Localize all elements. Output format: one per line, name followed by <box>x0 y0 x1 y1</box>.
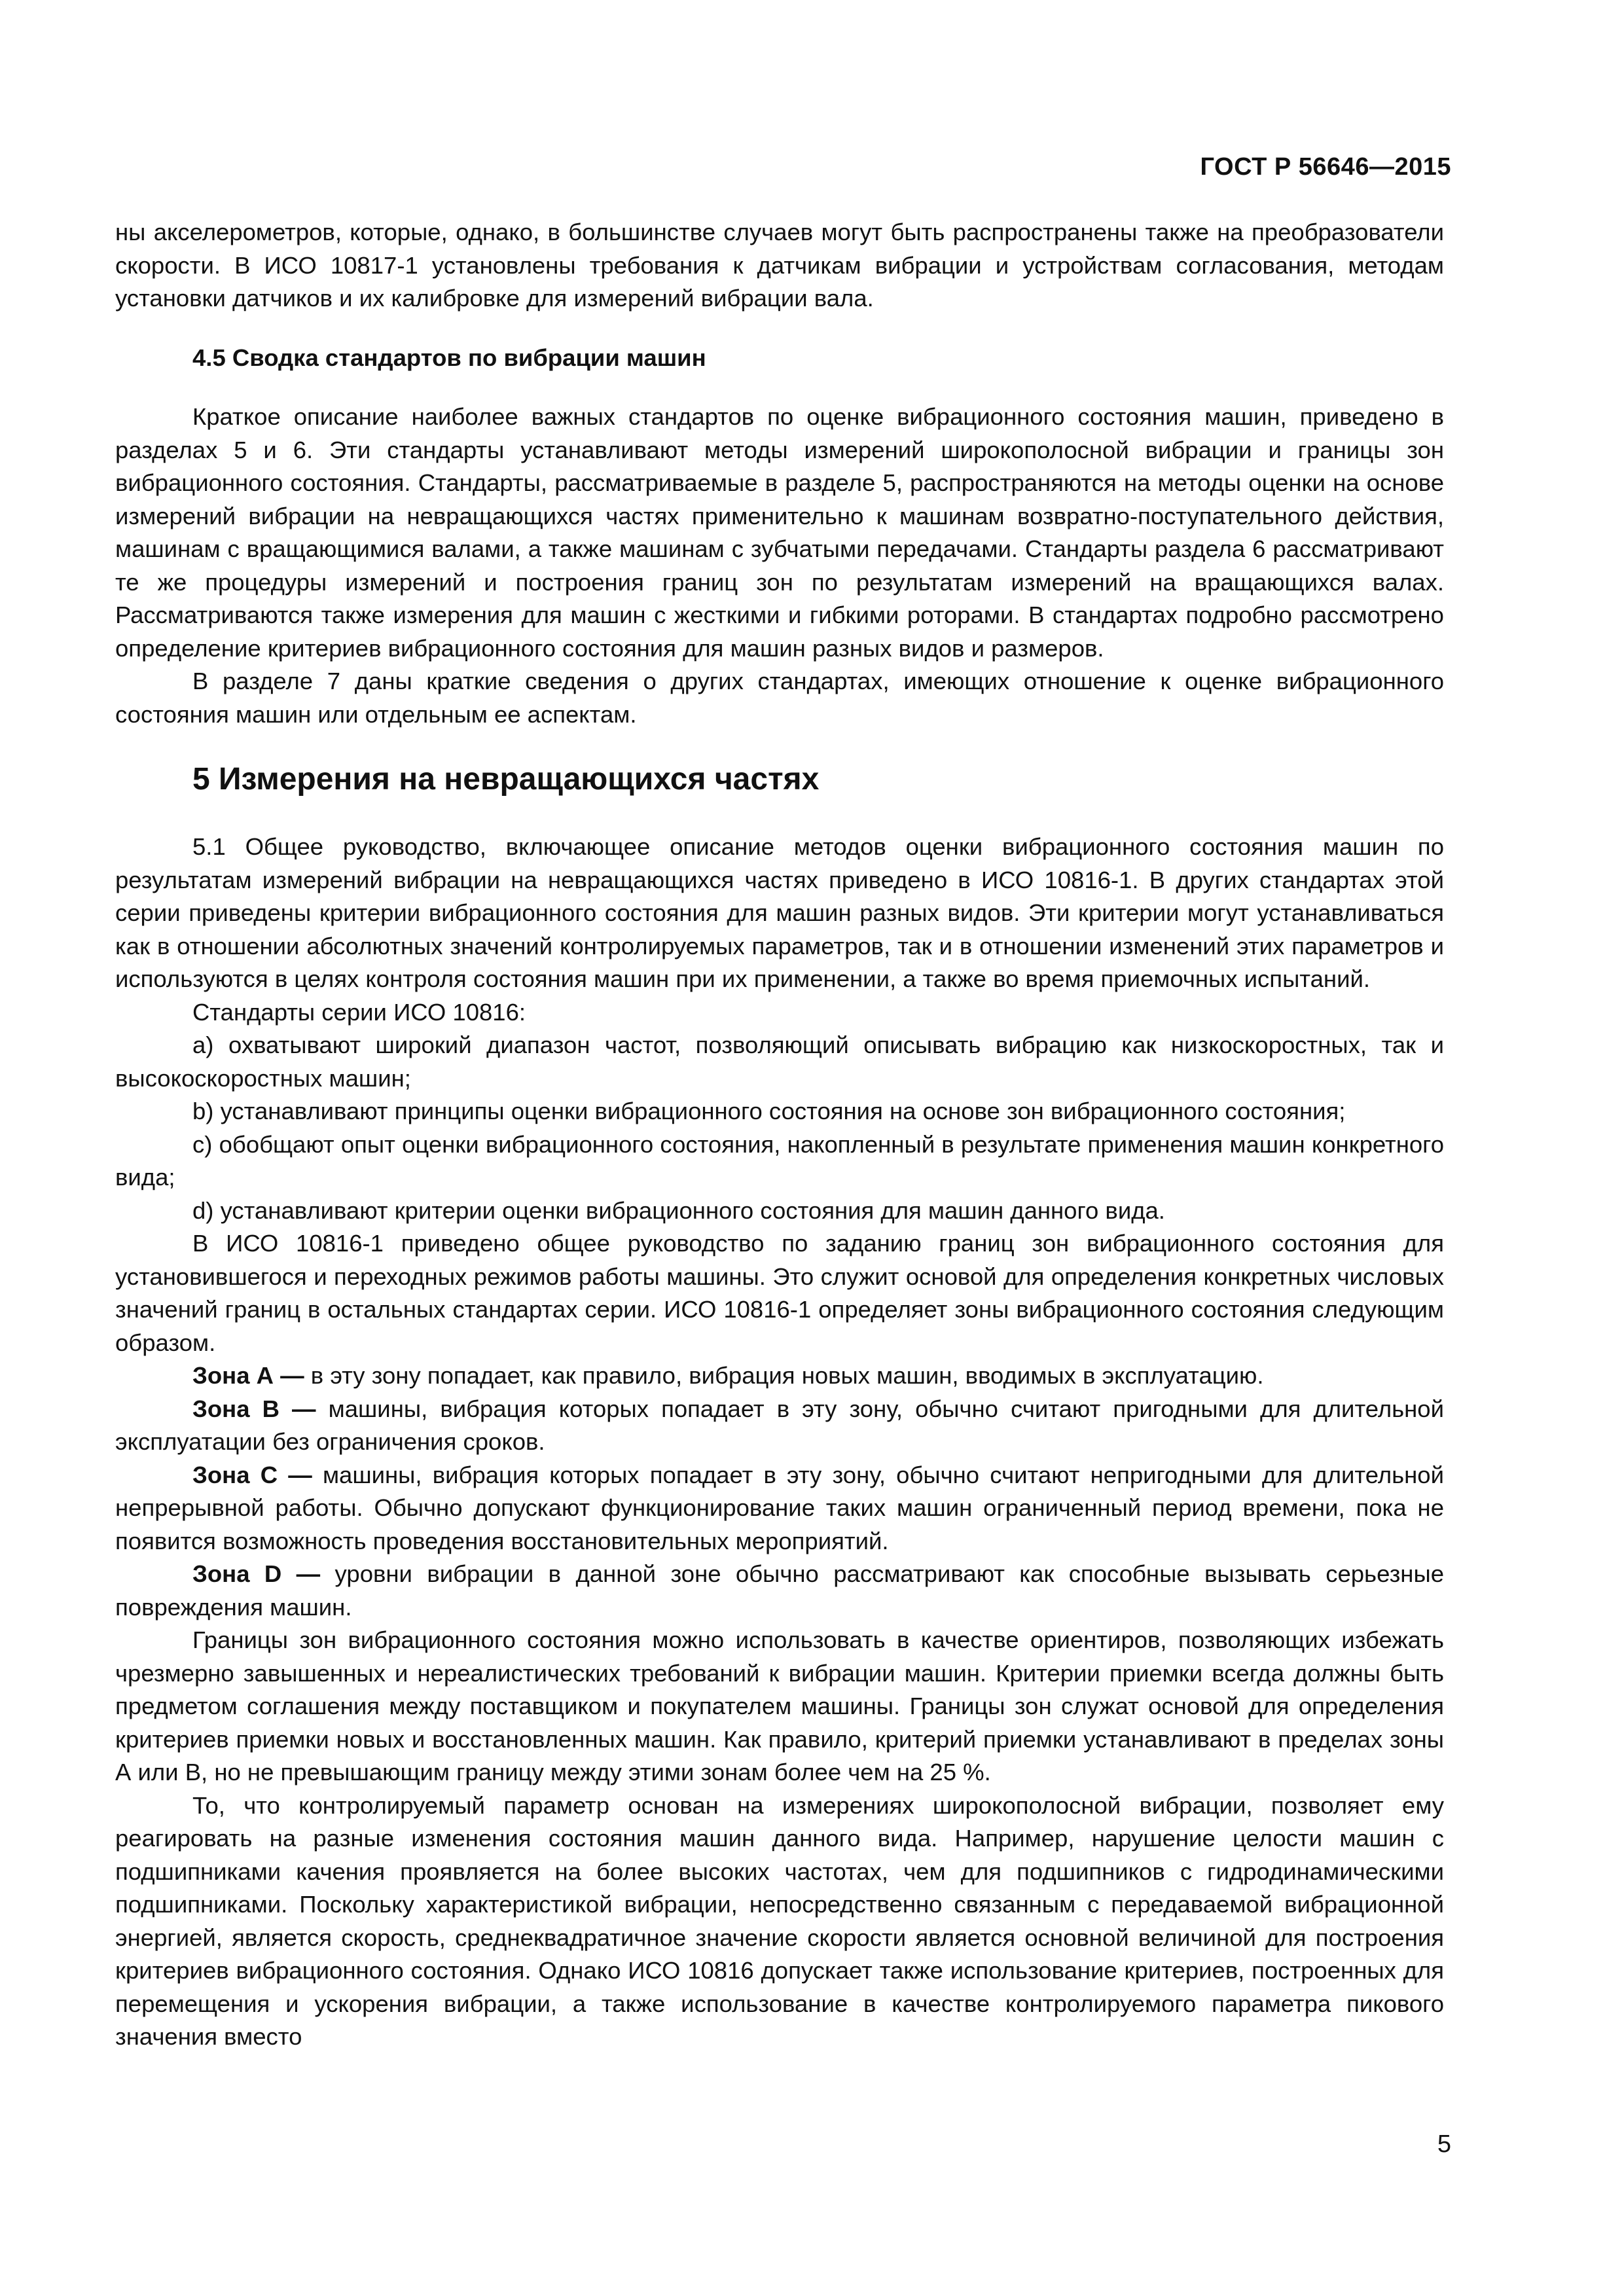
section-5-paragraph-4: Границы зон вибрационного состояния можно использовать в качестве ориентиров, позволяющих избежать чрезмерно завышенных и нереалистических требований к вибрации машин. Критерии приемки всегда должны быть предметом соглашения между поставщиком и покупателем машины. Границы зон служат основой для определения критериев приемки новых и восстановленных машин. Как правило, критерий приемки устанавливают в пределах зоны А или В, но не превышающим границу между этими зонам более чем на 25 %. <box>115 1626 1444 1785</box>
top-paragraph: ны акселерометров, которые, однако, в большинстве случаев могут быть распространены также на преобразователи скорости. В ИСО 10817-1 установлены требования к датчикам вибрации и устройствам согласования, методам установки датчиков и их калибровке для измерений вибрации вала. <box>115 219 1444 312</box>
zone-b-text: машины, вибрация которых попадает в эту зону, обычно считают пригодными для длительной эксплуатации без ограничения сроков. <box>115 1395 1445 1455</box>
section-4-5-heading: 4.5 Сводка стандартов по вибрации машин <box>192 344 706 371</box>
section-4-5-paragraph-2: В разделе 7 даны краткие сведения о других стандартах, имеющих отношение к оценке вибрационного состояния машин или отдельным ее аспектам. <box>115 668 1444 728</box>
zone-b-paragraph <box>115 1393 1444 1459</box>
section-5-paragraph-5: То, что контролируемый параметр основан на измерениях широкополосной вибрации, позволяет ему реагировать на разные изменения состояния машин данного вида. Например, нарушение целости машин с подшипниками качения проявляется на более высоких частотах, чем для подшипников с гидродинамическими подшипниками. Поскольку характеристикой вибрации, непосредственно связанным с передаваемой вибрационной энергией, является скорость, среднеквадратичное значение скорости является основной величиной для построения критериев вибрационного состояния. Однако ИСО 10816 допускает также использование критериев, построенных для перемещения и ускорения вибрации, а также использование в качестве контролируемого параметра пикового значения вместо <box>115 1791 1444 2050</box>
list-item-a: а) охватывают широкий диапазон частот, позволяющий описывать вибрацию как низкоскоростных, так и высокоскоростных машин; <box>115 1031 1444 1092</box>
zone-c-text: машины, вибрация которых попадает в эту зону, обычно считают непригодными для длительной непрерывной работы. Обычно допускают функционирование таких машин ограниченный период времени, пока не появится возможность проведения восстановительных мероприятий. <box>115 1461 1444 1554</box>
list-item-d: d) устанавливают критерии оценки вибрационного состояния для машин данного вида. <box>192 1196 1165 1224</box>
section-5-paragraph-1: 5.1 Общее руководство, включающее описание методов оценки вибрационного состояния машин по результатам измерений вибрации на невращающихся частях приведено в ИСО 10816-1. В других стандартах этой серии приведены критерии вибрационного состояния для машин разных видов. Эти критерии могут устанавливаться как в отношении абсолютных значений контролируемых параметров, так и в отношении изменений этих параметров и используются в целях контроля состояния машин при их применении, а также во время приемочных испытаний. <box>115 833 1444 992</box>
zone-d-paragraph <box>115 1558 1444 1624</box>
zone-a-paragraph <box>115 1359 1444 1393</box>
list-item-c: c) обобщают опыт оценки вибрационного состояния, накопленный в результате применения машин конкретного вида; <box>115 1130 1444 1191</box>
zone-c-label: Зона С — <box>192 1461 312 1488</box>
section-5-paragraph-2: Стандарты серии ИСО 10816: <box>192 998 526 1026</box>
zone-b-label: Зона В — <box>192 1395 316 1422</box>
section-5-paragraph-3: В ИСО 10816-1 приведено общее руководство по заданию границ зон вибрационного состояния для установившегося и переходных режимов работы машины. Это служит основой для определения конкретных числовых значений границ в остальных стандартах серии. ИСО 10816-1 определяет зоны вибрационного состояния следующим образом. <box>115 1230 1444 1356</box>
zone-d-label: Зона D — <box>192 1560 321 1587</box>
zone-a-label: Зона А — <box>192 1362 304 1389</box>
page-content <box>115 216 1444 2054</box>
page-number: 5 <box>1437 2130 1451 2158</box>
zone-d-text: уровни вибрации в данной зоне обычно рассматривают как способные вызывать серьезные повреждения машин. <box>115 1560 1444 1621</box>
zone-a-text: в эту зону попадает, как правило, вибрация новых машин, вводимых в эксплуатацию. <box>304 1362 1264 1389</box>
section-4-5-paragraph-1: Краткое описание наиболее важных стандартов по оценке вибрационного состояния машин, приведено в разделах 5 и 6. Эти стандарты устанавливают методы измерений широкополосной вибрации и границы зон вибрационного состояния. Стандарты, рассматриваемые в разделе 5, распространяются на методы оценки на основе измерений вибрации на невращающихся частях применительно к машинам возвратно-поступательного действия, машинам с вращающимися валами, а также машинам с зубчатыми передачами. Стандарты раздела 6 рассматривают те же процедуры измерений и построения границ зон по результатам измерений на вращающихся валах. Рассматриваются также измерения для машин с жесткими и гибкими роторами. В стандартах подробно рассмотрено определение критериев вибрационного состояния для машин разных видов и размеров. <box>115 403 1444 662</box>
list-item-b: b) устанавливают принципы оценки вибрационного состояния на основе зон вибрационного состояния; <box>192 1098 1346 1124</box>
section-5-heading: 5 Измерения на невращающихся частях <box>192 762 820 797</box>
document-header: ГОСТ Р 56646—2015 <box>1200 153 1451 181</box>
zone-c-paragraph <box>115 1459 1444 1558</box>
